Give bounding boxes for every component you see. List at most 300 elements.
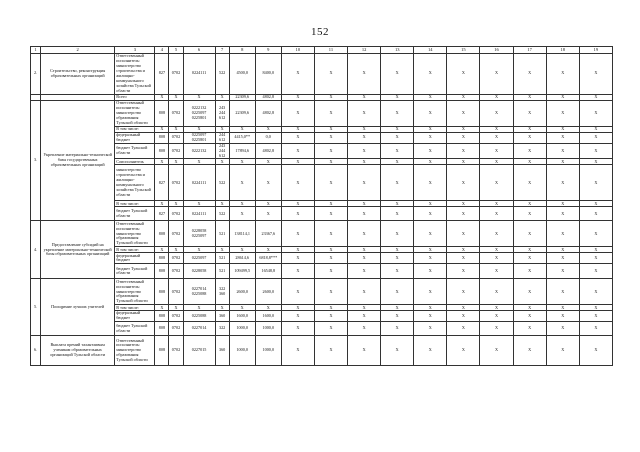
empty-value-cell: X [546,54,579,95]
empty-value-cell: X [314,221,347,247]
empty-value-cell: X [348,201,381,207]
section-cell: 0702 [169,253,183,264]
empty-value-cell: X [414,132,447,143]
empty-value-cell: X [447,336,480,366]
section-cell: X [169,201,183,207]
empty-value-cell: X [480,264,513,279]
empty-value-cell: X [414,247,447,253]
section-cell: 0702 [169,143,183,159]
item-number-cell: 3. [31,100,41,221]
empty-value-cell: X [281,159,314,165]
empty-value-cell: X [546,322,579,336]
empty-value-cell: X [579,143,612,159]
executor-cell: Ответственный исполнитель: министерство образования Тульской области [115,100,155,126]
empty-value-cell: X [480,100,513,126]
page-number: 152 [311,26,329,38]
empty-value-cell: X [513,165,546,201]
amount-2015-cell: X [255,207,281,221]
empty-value-cell: X [281,311,314,322]
grbs-cell: X [155,305,169,311]
amount-2014-cell: X [229,201,255,207]
empty-value-cell: X [381,305,414,311]
empty-value-cell: X [447,143,480,159]
empty-value-cell: X [579,247,612,253]
table-row [31,132,613,143]
expense-type-cell: 521 [215,221,229,247]
empty-value-cell: X [414,159,447,165]
empty-value-cell: X [414,264,447,279]
empty-value-cell: X [579,253,612,264]
amount-2014-cell: 109499,5 [229,264,255,279]
empty-value-cell: X [447,322,480,336]
column-number-cell: 6 [183,47,215,54]
empty-value-cell: X [381,221,414,247]
column-number-cell: 10 [281,47,314,54]
empty-value-cell: X [546,94,579,100]
empty-value-cell: X [281,54,314,95]
empty-value-cell: X [447,221,480,247]
grbs-cell: 827 [155,165,169,201]
amount-2014-cell: 17894,6 [229,143,255,159]
empty-value-cell: X [348,336,381,366]
empty-value-cell: X [381,54,414,95]
grbs-cell: 808 [155,322,169,336]
item-number-cell: 5. [31,279,41,336]
expense-type-cell: X [215,126,229,132]
executor-cell: федеральный бюджет [115,132,155,143]
column-number-cell: 3 [115,47,155,54]
empty-value-cell: X [480,126,513,132]
empty-value-cell: X [414,305,447,311]
executor-cell: Соисполнитель [115,159,155,165]
empty-value-cell: X [414,221,447,247]
amount-2015-cell: X [255,201,281,207]
empty-value-cell: X [281,336,314,366]
empty-value-cell: X [348,221,381,247]
amount-2015-cell: 6818,8*** [255,253,281,264]
empty-value-cell: X [381,247,414,253]
empty-value-cell: X [348,253,381,264]
empty-value-cell: X [513,336,546,366]
empty-value-cell: X [480,201,513,207]
empty-value-cell: X [480,247,513,253]
section-cell: X [169,247,183,253]
empty-value-cell: X [348,132,381,143]
target-article-cell: 0227014 [183,322,215,336]
empty-value-cell: X [348,322,381,336]
empty-value-cell: X [281,221,314,247]
empty-value-cell: X [314,264,347,279]
column-number-cell: 1 [31,47,41,54]
empty-value-cell: X [513,311,546,322]
amount-2014-cell: X [229,247,255,253]
executor-cell: Ответственный исполнитель: министерство образования Тульской области [115,279,155,305]
empty-value-cell: X [579,159,612,165]
empty-value-cell: X [348,100,381,126]
table-row [31,207,613,221]
empty-value-cell: X [513,100,546,126]
empty-value-cell: X [480,165,513,201]
amount-2014-cell: X [229,207,255,221]
section-cell: 0702 [169,279,183,305]
grbs-cell: 808 [155,311,169,322]
amount-2014-cell: X [229,165,255,201]
expense-type-cell: X [215,94,229,100]
table-row [31,221,613,247]
grbs-cell: X [155,94,169,100]
table-row [31,165,613,201]
expense-type-cell: 322 [215,322,229,336]
executor-cell: В том числе: [115,201,155,207]
empty-value-cell: X [480,221,513,247]
empty-value-cell: X [480,143,513,159]
empty-value-cell: X [579,305,612,311]
empty-value-cell: X [381,100,414,126]
empty-value-cell: X [546,126,579,132]
column-number-cell: 17 [513,47,546,54]
empty-value-cell: X [480,159,513,165]
grbs-cell: X [155,159,169,165]
executor-cell: бюджет Тульской области [115,143,155,159]
expense-type-cell: 522 [215,54,229,95]
expense-type-cell: 521 [215,253,229,264]
empty-value-cell: X [348,247,381,253]
empty-value-cell: X [447,132,480,143]
empty-value-cell: X [414,336,447,366]
expense-type-cell: 521 [215,264,229,279]
activity-name-cell: Строительство, реконструкция образовательных организаций [41,54,115,95]
grbs-cell: 808 [155,336,169,366]
empty-value-cell: X [546,143,579,159]
empty-value-cell: X [281,279,314,305]
empty-value-cell: X [579,201,612,207]
target-article-cell: 0222132 0225097 0225801 [183,100,215,126]
empty-value-cell: X [381,201,414,207]
table-row [31,311,613,322]
empty-value-cell: X [480,54,513,95]
empty-value-cell: X [579,132,612,143]
empty-value-cell: X [381,143,414,159]
amount-2015-cell: 23367,6 [255,221,281,247]
table-row [31,253,613,264]
amount-2015-cell: 0,0 [255,132,281,143]
empty-value-cell: X [447,253,480,264]
column-number-cell: 2 [41,47,115,54]
empty-value-cell: X [314,311,347,322]
section-cell: 0702 [169,54,183,95]
empty-value-cell: X [414,311,447,322]
empty-value-cell: X [414,165,447,201]
amount-2015-cell: X [255,247,281,253]
expense-type-cell: X [215,247,229,253]
amount-2014-cell: 1600,0 [229,311,255,322]
target-article-cell: 0225097 [183,253,215,264]
empty-value-cell: X [281,201,314,207]
executor-cell: В том числе: [115,305,155,311]
amount-2015-cell: X [255,165,281,201]
target-article-cell: 0228058 0225097 [183,221,215,247]
executor-cell: федеральный бюджет [115,311,155,322]
section-cell: 0702 [169,336,183,366]
amount-2015-cell: 4802,8 [255,143,281,159]
activity-name-cell: Предоставление субсидий на укрепление материально-технической базы образовательных организаций [41,221,115,279]
grbs-cell: 827 [155,207,169,221]
empty-value-cell: X [447,201,480,207]
empty-value-cell: X [381,207,414,221]
empty-value-cell: X [480,207,513,221]
amount-2015-cell: X [255,305,281,311]
empty-value-cell: X [546,279,579,305]
table-body [31,47,613,366]
target-article-cell: 0224111 [183,207,215,221]
column-number-cell: 7 [215,47,229,54]
empty-value-cell: X [480,132,513,143]
empty-value-cell: X [348,126,381,132]
empty-value-cell: X [546,221,579,247]
column-number-cell: 18 [546,47,579,54]
empty-value-cell: X [414,143,447,159]
executor-cell: Ответственный исполнитель: министерство строительства и жилищно-коммунального хозяйства Тульской области [115,54,155,95]
target-article-cell: 0227015 [183,336,215,366]
empty-value-cell: X [480,305,513,311]
grbs-cell: 827 [155,54,169,95]
empty-value-cell: X [414,54,447,95]
amount-2014-cell: 4500,0 [229,54,255,95]
empty-value-cell: X [447,311,480,322]
target-article-cell: 0225097 0225801 [183,132,215,143]
target-article-cell: X [183,126,215,132]
activity-name-cell: Укрепление материально-технической базы государственных образовательных организаций [41,100,115,221]
executor-cell: бюджет Тульской области [115,207,155,221]
item-number-cell: 4. [31,221,41,279]
amount-2014-cell: 28614,6 [229,253,255,264]
column-number-cell: 4 [155,47,169,54]
empty-value-cell: X [513,132,546,143]
grbs-cell: 808 [155,221,169,247]
empty-value-cell: X [546,201,579,207]
empty-value-cell: X [546,100,579,126]
expense-type-cell: 322 360 [215,279,229,305]
empty-value-cell: X [546,311,579,322]
expense-type-cell: X [215,305,229,311]
empty-value-cell: X [281,165,314,201]
empty-value-cell: X [414,253,447,264]
executor-cell: В том числе: [115,247,155,253]
empty-value-cell: X [381,126,414,132]
empty-value-cell: X [480,311,513,322]
column-number-cell: 8 [229,47,255,54]
empty-value-cell: X [579,165,612,201]
target-article-cell: 0228058 [183,264,215,279]
executor-cell: федеральный бюджет [115,253,155,264]
target-article-cell: X [183,201,215,207]
executor-cell: Ответственный исполнитель: министерство образования Тульской области [115,221,155,247]
amount-2015-cell: 4802,8 [255,94,281,100]
amount-2014-cell: X [229,159,255,165]
empty-value-cell: X [546,336,579,366]
expense-type-cell: 360 [215,311,229,322]
section-cell: 0702 [169,100,183,126]
empty-value-cell: X [314,207,347,221]
empty-value-cell: X [447,305,480,311]
empty-value-cell: X [348,54,381,95]
empty-value-cell: X [513,322,546,336]
column-number-cell: 5 [169,47,183,54]
amount-2015-cell: X [255,126,281,132]
empty-value-cell: X [381,253,414,264]
column-number-cell: 9 [255,47,281,54]
empty-value-cell: X [414,207,447,221]
empty-value-cell: X [381,311,414,322]
empty-value-cell: X [579,54,612,95]
grbs-cell: 808 [155,143,169,159]
empty-value-cell: X [579,126,612,132]
empty-value-cell: X [546,165,579,201]
empty-value-cell: X [381,336,414,366]
empty-value-cell: X [314,100,347,126]
empty-value-cell: X [447,159,480,165]
empty-value-cell: X [281,305,314,311]
amount-2014-cell: X [229,126,255,132]
section-cell: X [169,305,183,311]
empty-value-cell: X [513,94,546,100]
expense-type-cell: 522 [215,165,229,201]
table-row [31,322,613,336]
grbs-cell: X [155,247,169,253]
amount-2015-cell: 1000,0 [255,322,281,336]
empty-value-cell: X [314,54,347,95]
table-row [31,54,613,95]
expense-type-cell: 243 244 612 [215,143,229,159]
target-article-cell: X [183,305,215,311]
empty-value-cell: X [546,264,579,279]
amount-2014-cell: 2600,0 [229,279,255,305]
grbs-cell: 808 [155,264,169,279]
empty-value-cell: X [480,336,513,366]
empty-value-cell: X [414,100,447,126]
expense-type-cell: X [215,159,229,165]
empty-value-cell: X [414,126,447,132]
empty-value-cell: X [579,336,612,366]
column-number-cell: 13 [381,47,414,54]
empty-value-cell: X [513,159,546,165]
empty-value-cell: X [314,126,347,132]
empty-value-cell: X [480,94,513,100]
executor-cell: министерство строительства и жилищно-коммунального хозяйства Тульской области [115,165,155,201]
section-cell: 0702 [169,207,183,221]
executor-cell: Ответственный исполнитель: министерство образования Тульской области [115,336,155,366]
target-article-cell: 0224111 [183,165,215,201]
empty-value-cell: X [513,143,546,159]
empty-value-cell: X [480,322,513,336]
target-article-cell: 0222132 [183,143,215,159]
empty-value-cell: X [513,207,546,221]
empty-value-cell: X [447,207,480,221]
empty-value-cell: X [348,279,381,305]
empty-value-cell: X [480,253,513,264]
empty-value-cell: X [579,207,612,221]
empty-value-cell: X [348,207,381,221]
empty-value-cell: X [314,247,347,253]
empty-value-cell: X [281,126,314,132]
amount-2014-cell: 22309,6 [229,100,255,126]
empty-value-cell: X [281,322,314,336]
empty-value-cell: X [579,100,612,126]
empty-value-cell: X [281,207,314,221]
section-cell: 0702 [169,322,183,336]
section-cell: X [169,94,183,100]
empty-value-cell: X [447,264,480,279]
empty-value-cell: X [480,279,513,305]
empty-value-cell: X [314,279,347,305]
section-cell: 0702 [169,132,183,143]
target-article-cell: X [183,159,215,165]
empty-value-cell: X [414,279,447,305]
empty-value-cell: X [579,279,612,305]
empty-value-cell: X [546,132,579,143]
empty-value-cell: X [579,311,612,322]
empty-value-cell: X [348,143,381,159]
empty-value-cell: X [414,201,447,207]
empty-value-cell: X [348,94,381,100]
expense-type-cell: 360 [215,336,229,366]
grbs-cell: 808 [155,132,169,143]
item-number-cell: 2. [31,54,41,95]
item-number-cell: 6. [31,336,41,366]
empty-value-cell: X [513,305,546,311]
executor-cell: бюджет Тульской области [115,322,155,336]
empty-value-cell: X [314,253,347,264]
column-number-cell: 12 [348,47,381,54]
empty-value-cell: X [381,94,414,100]
empty-value-cell: X [348,165,381,201]
section-cell: X [169,159,183,165]
empty-value-cell: X [314,201,347,207]
empty-value-cell: X [513,247,546,253]
empty-value-cell: X [579,264,612,279]
executor-cell: Всего [115,94,155,100]
empty-value-cell: X [348,264,381,279]
empty-value-cell: X [314,132,347,143]
empty-value-cell: X [281,247,314,253]
empty-value-cell: X [281,264,314,279]
section-cell: X [169,126,183,132]
empty-value-cell: X [447,94,480,100]
empty-value-cell: X [381,132,414,143]
empty-value-cell: X [579,94,612,100]
empty-value-cell: X [381,279,414,305]
section-cell: 0702 [169,264,183,279]
empty-value-cell: X [381,264,414,279]
expense-type-cell: 244 612 [215,132,229,143]
empty-value-cell: X [546,253,579,264]
section-cell: 0702 [169,221,183,247]
target-article-cell: X [183,247,215,253]
table-row [31,143,613,159]
empty-value-cell: X [513,221,546,247]
empty-value-cell: X [281,100,314,126]
expense-type-cell: 243 244 612 [215,100,229,126]
empty-value-cell: X [447,100,480,126]
section-cell: 0702 [169,311,183,322]
empty-value-cell: X [348,311,381,322]
amount-2014-cell: 1000,0 [229,322,255,336]
empty-value-cell: X [546,247,579,253]
amount-2014-cell: 4415,0** [229,132,255,143]
amount-2014-cell: 1000,0 [229,336,255,366]
grbs-cell: 808 [155,100,169,126]
empty-value-cell: X [447,279,480,305]
